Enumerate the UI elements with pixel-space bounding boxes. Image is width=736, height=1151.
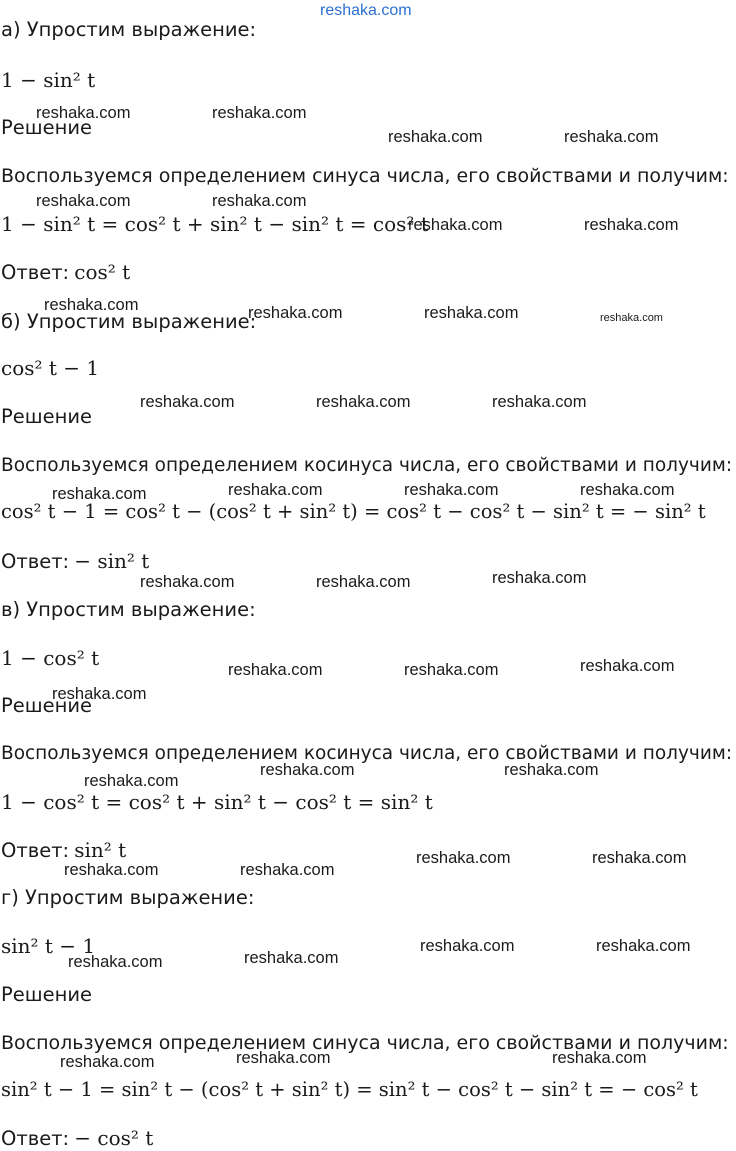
watermark: reshaka.com	[260, 761, 355, 779]
section-d-answer-value: − cos² t	[74, 1126, 154, 1150]
section-d-answer-label: Ответ:	[1, 1127, 70, 1150]
section-a-expression: 1 − sin² t	[1, 68, 96, 92]
watermark: reshaka.com	[596, 937, 691, 955]
watermark: reshaka.com	[248, 304, 343, 322]
watermark: reshaka.com	[420, 937, 515, 955]
watermark: reshaka.com	[552, 1049, 647, 1067]
watermark: reshaka.com	[228, 481, 323, 499]
section-c-answer-label: Ответ:	[1, 839, 70, 862]
watermark: reshaka.com	[492, 569, 587, 587]
watermark: reshaka.com	[404, 661, 499, 679]
section-a-solution-label: Решение	[1, 116, 93, 139]
section-c-heading: в) Упростим выражение:	[1, 598, 256, 621]
section-b-answer-value: − sin² t	[74, 549, 150, 573]
site-header: reshaka.com	[320, 2, 412, 19]
section-b-explanation: Воспользуемся определением косинуса числа, его свойствами и получим:	[1, 455, 733, 476]
watermark: reshaka.com	[504, 761, 599, 779]
watermark: reshaka.com	[492, 393, 587, 411]
section-b-derivation: cos² t − 1 = cos² t − (cos² t + sin² t) = cos² t − cos² t − sin² t = − sin² t	[1, 500, 706, 523]
section-a-answer-label: Ответ:	[1, 261, 70, 284]
section-b-answer	[1, 549, 149, 574]
watermark: reshaka.com	[600, 312, 663, 324]
section-d-solution-label: Решение	[1, 983, 93, 1006]
watermark: reshaka.com	[244, 949, 339, 967]
watermark: reshaka.com	[212, 104, 307, 122]
section-a-answer-value: cos² t	[74, 260, 131, 284]
section-c-solution-label: Решение	[1, 694, 93, 717]
watermark: reshaka.com	[416, 849, 511, 867]
watermark: reshaka.com	[580, 657, 675, 675]
watermark: reshaka.com	[52, 685, 147, 703]
watermark: reshaka.com	[140, 393, 235, 411]
watermark: reshaka.com	[140, 573, 235, 591]
section-c-answer	[1, 838, 126, 863]
section-a-answer	[1, 260, 130, 285]
section-b-solution-label: Решение	[1, 405, 93, 428]
watermark: reshaka.com	[212, 192, 307, 210]
section-d-expression: sin² t − 1	[1, 934, 96, 958]
section-b-heading: б) Упростим выражение:	[1, 310, 257, 333]
section-a-heading: а) Упростим выражение:	[1, 18, 257, 41]
section-b-answer-label: Ответ:	[1, 550, 70, 573]
watermark: reshaka.com	[564, 128, 659, 146]
section-d-heading: г) Упростим выражение:	[1, 886, 255, 909]
section-a-derivation: 1 − sin² t = cos² t + sin² t − sin² t = cos² t	[1, 212, 429, 236]
watermark: reshaka.com	[228, 661, 323, 679]
watermark: reshaka.com	[584, 216, 679, 234]
section-d-answer	[1, 1126, 153, 1151]
watermark: reshaka.com	[404, 481, 499, 499]
watermark: reshaka.com	[236, 1049, 331, 1067]
watermark: reshaka.com	[316, 393, 411, 411]
watermark: reshaka.com	[68, 953, 163, 971]
section-c-explanation: Воспользуемся определением косинуса числа, его свойствами и получим:	[1, 743, 733, 764]
section-a-explanation: Воспользуемся определением синуса числа, его свойствами и получим:	[1, 165, 729, 187]
section-b-expression: cos² t − 1	[1, 356, 100, 380]
watermark: reshaka.com	[580, 481, 675, 499]
section-c-derivation: 1 − cos² t = cos² t + sin² t − cos² t = sin² t	[1, 790, 433, 814]
watermark: reshaka.com	[64, 861, 159, 879]
watermark: reshaka.com	[36, 104, 131, 122]
section-d-derivation: sin² t − 1 = sin² t − (cos² t + sin² t) = sin² t − cos² t − sin² t = − cos² t	[1, 1078, 698, 1101]
watermark: reshaka.com	[240, 861, 335, 879]
watermark: reshaka.com	[44, 296, 139, 314]
watermark: reshaka.com	[424, 304, 519, 322]
watermark: reshaka.com	[316, 573, 411, 591]
watermark: reshaka.com	[408, 216, 503, 234]
section-d-explanation: Воспользуемся определением синуса числа, его свойствами и получим:	[1, 1032, 729, 1054]
section-c-expression: 1 − cos² t	[1, 646, 100, 670]
watermark: reshaka.com	[60, 1053, 155, 1071]
watermark: reshaka.com	[36, 192, 131, 210]
watermark: reshaka.com	[592, 849, 687, 867]
section-c-answer-value: sin² t	[74, 838, 127, 862]
watermark: reshaka.com	[388, 128, 483, 146]
watermark: reshaka.com	[84, 772, 179, 790]
watermark: reshaka.com	[52, 485, 147, 503]
